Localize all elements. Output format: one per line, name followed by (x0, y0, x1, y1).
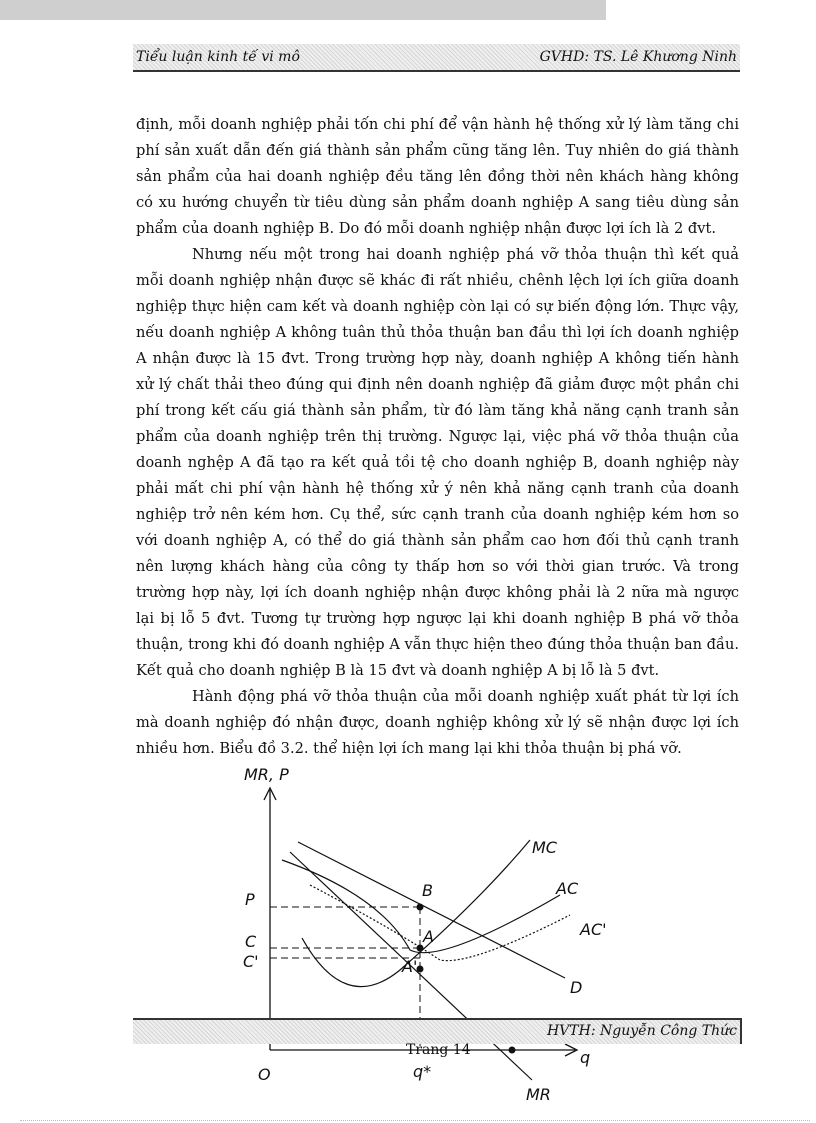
label-B: B (422, 881, 433, 900)
header-course-title: Tiểu luận kinh tế vi mô (136, 49, 300, 65)
point-B (417, 904, 424, 911)
paragraph: định, mỗi doanh nghiệp phải tốn chi phí để vận hành hệ thống xử lý làm tăng chi phí sản xuất dẫn đến giá thành sản phẩm cũng tăng lên. Tuy nhiên do giá thành sản phẩm của hai doanh nghiệp đều tăng lên đồng thời nên khách hàng không có xu hướng chuyển từ tiêu dùng sản phẩm doanh nghiệp A sang tiêu dùng sản phẩm của doanh nghiệp B. Do đó mỗi doanh nghiệp nhận được lợi ích là 2 đvt. (136, 116, 739, 237)
label-C: C (245, 932, 257, 951)
label-D: D (570, 978, 583, 997)
label-MC: MC (532, 838, 557, 857)
page-header (133, 44, 740, 72)
label-A: A (423, 927, 434, 946)
label-y-axis: MR, P (244, 765, 289, 784)
label-P: P (245, 890, 255, 909)
label-MR: MR (526, 1085, 551, 1104)
point-A-prime (417, 966, 424, 973)
point-MR-axis (509, 1047, 516, 1054)
paragraph: Hành động phá vỡ thỏa thuận của mỗi doanh nghiệp xuất phát từ lợi ích mà doanh nghiệp đó nhận được, doanh nghiệp không xử lý sẽ nhận được lợi ích nhiều hơn. Biểu đồ 3.2. thể hiện lợi ích mang lại khi thỏa thuận bị phá vỡ. (136, 688, 739, 757)
label-AC: AC (556, 879, 579, 898)
page-footer (133, 1018, 742, 1044)
label-origin: O (258, 1065, 271, 1084)
page-number: Trang 14 (406, 1042, 471, 1058)
label-AC-prime: AC' (580, 920, 607, 939)
body-text (136, 112, 739, 762)
label-x-axis: q (580, 1048, 591, 1067)
label-C-prime: C' (243, 952, 259, 971)
top-gray-bar (0, 0, 606, 20)
footer-author: HVTH: Nguyễn Công Thức (546, 1023, 737, 1039)
paragraph: Nhưng nếu một trong hai doanh nghiệp phá vỡ thỏa thuận thì kết quả mỗi doanh nghiệp nhận được sẽ khác đi rất nhiều, chênh lệch lợi ích giữa doanh nghiệp thực hiện cam kết và doanh nghiệp còn lại có sự biến động lớn. Thực vậy, nếu doanh nghiệp A không tuân thủ thỏa thuận ban đầu thì lợi ích doanh nghiệp A nhận được là 15 đvt. Trong trường hợp này, doanh nghiệp A không tiến hành xử lý chất thải theo đúng qui định nên doanh nghiệp đã giảm được một phần chi phí trong kết cấu giá thành sản phẩm, từ đó làm tăng khả năng cạnh tranh sản phẩm của doanh nghiệp trên thị trường. Ngược lại, việc phá vỡ thỏa thuận của doanh nghệp A đã tạo ra kết quả tồi tệ cho doanh nghiệp B, doanh nghiệp này phải mất chi phí vận hành hệ thống xử ý nên khả năng cạnh tranh của doanh nghiệp trở nên kém hơn. Cụ thể, sức cạnh tranh của doanh nghiệp kém hơn so với doanh nghiệp A, có thể do giá thành sản phẩm cao hơn đối thủ cạnh tranh nên lượng khách hàng của công ty thấp hơn so với thời gian trước. Và trong trường hợp này, lợi ích doanh nghiệp nhận được không phải là 2 nữa mà ngược lại bị lỗ 5 đvt. Tương tự trường hợp ngược lại khi doanh nghiệp B phá vỡ thỏa thuận, trong khi đó doanh nghiệp A vẫn thực hiện theo đúng thỏa thuận ban đầu. Kết quả cho doanh nghiệp B là 15 đvt và doanh nghiệp A bị lỗ là 5 đvt. (136, 246, 739, 679)
average-cost-prime-curve (310, 885, 570, 961)
header-instructor: GVHD: TS. Lê Khương Ninh (539, 49, 737, 65)
label-q-star: q* (413, 1062, 432, 1081)
bottom-divider (20, 1120, 810, 1121)
label-A-prime: A' (402, 957, 418, 976)
